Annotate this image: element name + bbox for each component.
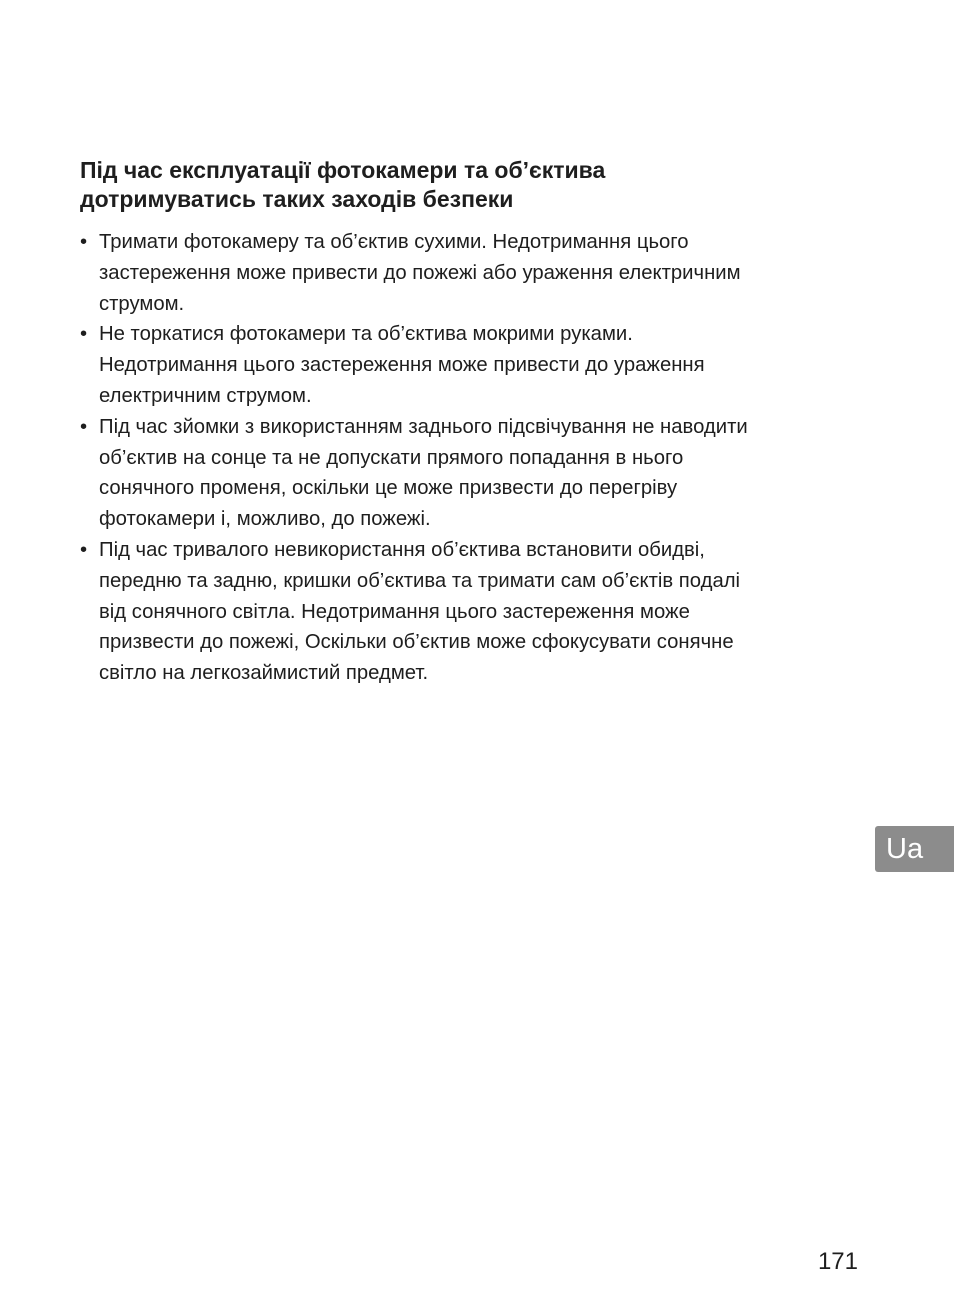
bullet-line: сонячного променя, оскільки це може призвести до перегріву: [99, 477, 678, 500]
heading-line-2: дотримуватись таких заходів безпеки: [80, 186, 514, 212]
bullet-dot: •: [80, 323, 88, 346]
bullet-dot: •: [80, 231, 88, 253]
bullet-dot: •: [80, 538, 88, 561]
language-tab: [875, 826, 954, 872]
bullet-item-backlight-sun: [78, 412, 848, 535]
bullet-line: Під час зйомки з використанням заднього підсвічування не наводити: [99, 415, 748, 438]
bullet-line: Не торкатися фотокамери та об’єктива мокрими руками.: [99, 323, 633, 346]
bullet-dot: •: [80, 415, 88, 438]
safety-bullet-list: [78, 227, 848, 689]
bullet-line: струмом.: [99, 292, 185, 315]
bullet-line: електричним струмом.: [99, 384, 312, 407]
bullet-item-keep-dry: [78, 227, 848, 319]
bullet-line: Тримати фотокамеру та об’єктив сухими. Недотримання цього: [99, 231, 689, 253]
bullet-line: Недотримання цього застереження може привести до ураження: [99, 354, 705, 377]
page-number: 171: [817, 1248, 858, 1275]
bullet-line: Під час тривалого невикористання об’єктива встановити обидві,: [99, 538, 705, 561]
bullet-item-wet-hands: [78, 319, 848, 411]
bullet-line: застереження може привести до пожежі або ураження електричним: [99, 261, 741, 284]
bullet-line: призвести до пожежі, Оскільки об’єктив може сфокусувати сонячне: [99, 631, 734, 654]
bullet-line: передню та задню, кришки об’єктива та тримати сам об’єктів подалі: [99, 569, 741, 592]
bullet-line: від сонячного світла. Недотримання цього застереження може: [99, 600, 690, 623]
safety-heading: [80, 156, 840, 214]
bullet-line: світло на легкозаймистий предмет.: [99, 662, 429, 685]
language-tab-label: Ua: [886, 833, 924, 865]
bullet-item-lens-caps: [78, 535, 848, 689]
bullet-line: об’єктив на сонце та не допускати прямого попадання в нього: [99, 446, 684, 469]
bullet-line: фотокамери і, можливо, до пожежі.: [99, 508, 431, 531]
heading-line-1: Під час експлуатації фотокамери та об’єктива: [80, 157, 606, 183]
